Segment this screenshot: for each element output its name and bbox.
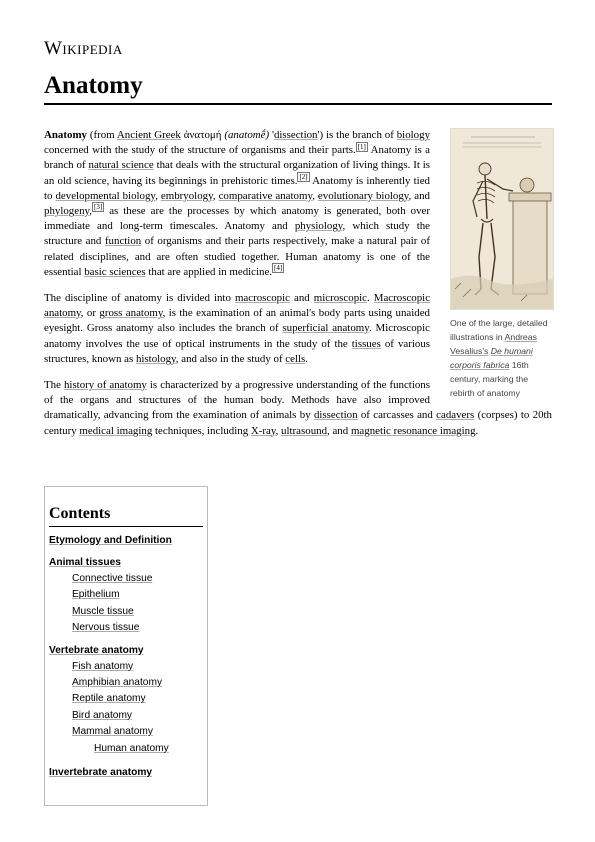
paragraph-1: Anatomy (from Ancient Greek ἀνατομή (anatomḗ) 'dissection') is the branch of biology concerned with the study of the structure of organisms and their parts. [1] Anatomy is a branch of natural science that deals with the structural organization of living things. It is an old science, having its beginnings in prehistoric times. [2] Anatomy is inherently tied to developmental biology, embryology, comparative anatomy, evolutionary biology, and phylogeny, [3] as these are the processes by which anatomy is generated, both over immediate and long-term timescales. Anatomy and physiology, which study the structure and function of organisms and their parts respectively, make a natural pair of related disciplines, and are often studied together. Human anatomy is one of the essential basic sciences that are applied in medicine. [4] [44, 129, 431, 278]
link-dissection[interactable]: dissection [273, 129, 318, 141]
link-x-ray[interactable]: X-ray [250, 424, 276, 437]
caption-text: One of the large, detailed illustrations in [450, 318, 548, 342]
toc-nervous-tissue[interactable]: Nervous tissue [72, 622, 140, 634]
toc-vertebrate-anatomy[interactable]: Vertebrate anatomy [49, 644, 144, 656]
link-superficial-anatomy[interactable]: superficial anatomy [282, 322, 369, 335]
link-history-of-anatomy[interactable]: history of anatomy [63, 379, 147, 392]
link-comparative-anatomy[interactable]: comparative anatomy [218, 189, 313, 202]
link-cadavers[interactable]: cadavers [436, 409, 475, 422]
link-phylogeny[interactable]: phylogeny [44, 205, 90, 218]
link-embryology[interactable]: embryology [160, 189, 213, 202]
link-physiology[interactable]: physiology [294, 220, 343, 233]
bold-term: Anatomy [44, 129, 87, 141]
ref-4[interactable]: [4] [274, 264, 283, 273]
link-tissues[interactable]: tissues [351, 337, 381, 350]
toc-invertebrate-anatomy[interactable]: Invertebrate anatomy [49, 767, 153, 779]
toc-animal-tissues[interactable]: Animal tissues [49, 557, 121, 568]
link-basic-sciences[interactable]: basic sciences [84, 265, 146, 278]
ref-2[interactable]: [2] [299, 172, 308, 181]
link-function[interactable]: function [104, 235, 142, 248]
figure-caption [450, 316, 552, 400]
toc-muscle-tissue[interactable]: Muscle tissue [72, 605, 134, 617]
link-dissection-2[interactable]: dissection [313, 409, 358, 422]
link-medical-imaging[interactable]: medical imaging [79, 424, 153, 437]
link-natural-science[interactable]: natural science [88, 159, 154, 172]
toc-bird-anatomy[interactable]: Bird anatomy [72, 709, 133, 721]
infobox-figure [450, 128, 552, 400]
toc-connective-tissue[interactable]: Connective tissue [72, 573, 153, 584]
link-macroscopic[interactable]: macroscopic [234, 292, 290, 305]
toc-epithelium[interactable]: Epithelium [72, 589, 120, 601]
link-gross-anatomy[interactable]: gross anatomy [99, 307, 163, 320]
title-divider [44, 103, 552, 105]
caption-text-2: 16th century, marking the rebirth of anatomy [450, 360, 529, 398]
toc-amphibian-anatomy[interactable]: Amphibian anatomy [72, 677, 163, 689]
link-histology[interactable]: histology [135, 352, 176, 365]
link-macroscopic-anatomy[interactable]: Macroscopic anatomy [44, 292, 431, 320]
link-ancient-greek[interactable]: Ancient Greek [116, 129, 181, 141]
vesalius-skeleton-illustration[interactable] [450, 128, 554, 310]
paragraph-3: The history of anatomy is characterized by a progressive understanding of the functions of the organs and structures of the human body. Methods have also improved dramatically, advancing from the examination of animals by dissection of carcasses and cadavers (corpses) to 20th century medical imaging techniques, including X-ray, ultrasound, and magnetic resonance imaging. [44, 379, 552, 437]
skeleton-drawing [451, 129, 553, 309]
toc-mammal-anatomy[interactable]: Mammal anatomy [72, 726, 153, 738]
link-fabrica[interactable]: De humani corporis fabrica [450, 346, 533, 370]
link-microscopic[interactable]: microscopic [313, 292, 368, 305]
link-mri[interactable]: magnetic resonance imaging [350, 424, 476, 437]
paragraph-2: The discipline of anatomy is divided into macroscopic and microscopic. Macroscopic anatomy, or gross anatomy, is the examination of an animal's body parts using unaided eyesight. Gross anatomy also includes the branch of superficial anatomy. Microscopic anatomy involves the use of optical instruments in the study of the tissues of various structures, known as histology, and also in the study of cells. [44, 292, 431, 365]
article-body [44, 128, 552, 450]
link-vesalius[interactable]: Andreas Vesalius's [450, 332, 537, 356]
link-cells[interactable]: cells [285, 352, 306, 365]
link-evolutionary-biology[interactable]: evolutionary biology [317, 189, 409, 202]
toc-fish-anatomy[interactable]: Fish anatomy [72, 660, 134, 672]
wikipedia-logo[interactable]: Wikipedia [44, 38, 123, 59]
toc-reptile-anatomy[interactable]: Reptile anatomy [72, 693, 146, 705]
toc-etymology[interactable]: Etymology and Definition [49, 535, 172, 546]
page-title: Anatomy [44, 72, 143, 99]
link-biology[interactable]: biology [396, 129, 431, 141]
link-ultrasound[interactable]: ultrasound [281, 424, 328, 437]
ref-1[interactable]: [1] [357, 142, 366, 151]
table-of-contents [44, 486, 208, 806]
toc-heading: Contents [49, 505, 203, 527]
link-developmental-biology[interactable]: developmental biology [55, 189, 156, 202]
ref-3[interactable]: [3] [94, 203, 103, 212]
toc-human-anatomy[interactable]: Human anatomy [94, 742, 169, 754]
